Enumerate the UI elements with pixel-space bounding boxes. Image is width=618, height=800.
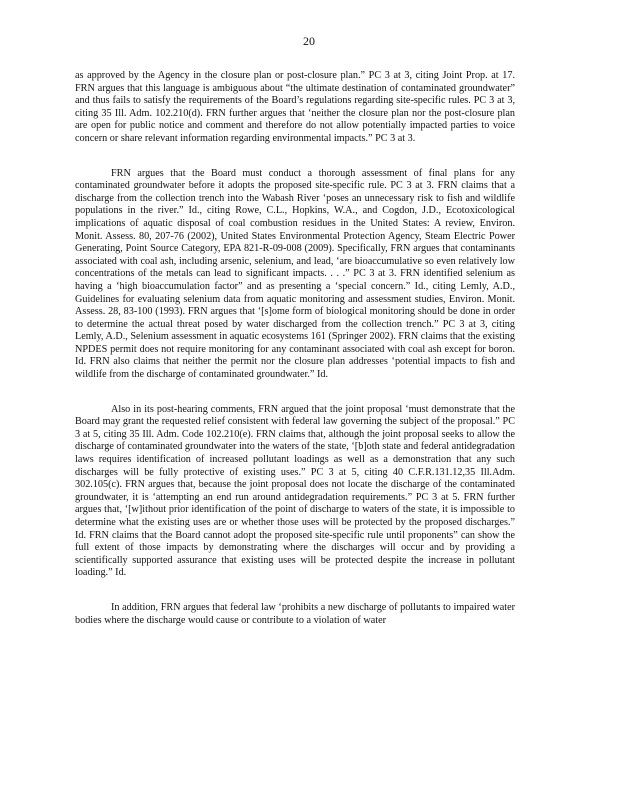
paragraph-1: as approved by the Agency in the closure plan or post-closure plan.” PC 3 at 3, citing Joint Prop. at 17. FRN argues that this language is ambiguous about “the ultimate destination of contaminated groundwater” and thus fails to satisfy the requirements of the Board’s regulations regarding site-specific rules. PC 3 at 3, citing 35 Ill. Adm. 102.210(d). FRN further argues that ‘neither the closure plan nor the post-closure plan are open for public notice and comment and therefore do not allow potentially impacted parties to voice concern or share relevant information regarding environmental impacts.” PC 3 at 3.: [75, 70, 515, 144]
paragraph-2: FRN argues that the Board must conduct a thorough assessment of final plans for any contaminated groundwater before it adopts the proposed site-specific rule. PC 3 at 3. FRN claims that a discharge from the collection trench into the Wabash River ‘poses an unnecessary risk to fish and wildlife populations in the river.” Id., citing Rowe, C.L., Hopkins, W.A., and Cogdon, J.D., Ecotoxicological implications of aquatic disposal of coal combustion residues in the United States: A review, Environ. Monit. Assess. 80, 207-76 (2002), United States Environmental Protection Agency, Steam Electric Power Generating, Point Source Category, EPA 821-R-09-008 (2009). Specifically, FRN argues that contaminants associated with coal ash, including arsenic, selenium, and lead, ‘are bioaccumulative so even relatively low concentrations of the metals can lead to significant impacts. . . .” PC 3 at 3. FRN identified selenium as having a ‘high bioaccumulation factor” and as presenting a ‘special concern.” Id., citing Lemly, A.D., Guidelines for evaluating selenium data from aquatic monitoring and assessment studies, Environ. Monit. Assess. 28, 83-100 (1993). FRN argues that ‘[s]ome form of biological monitoring should be done in order to determine the actual threat posed by water discharged from the collection trench.” PC 3 at 3, citing Lemly, A.D., Selenium assessment in aquatic ecosystems 161 (Springer 2002). FRN claims that the existing NPDES permit does not require monitoring for any contaminant associated with coal ash except for boron. Id. FRN also claims that neither the permit nor the closure plan addresses ‘potential impacts to fish and wildlife from the discharge of contaminated groundwater.” Id.: [75, 167, 515, 381]
paragraph-3: Also in its post-hearing comments, FRN argued that the joint proposal ‘must demonstrate that the Board may grant the requested relief consistent with federal law governing the subject of the proposal.” PC 3 at 5, citing 35 Ill. Adm. Code 102.210(e). FRN claims that, although the joint proposal seeks to allow the discharge of contaminated groundwater into the waters of the state, ‘[b]oth state and federal antidegradation laws requires identification of increased pollutant loadings as well as a demonstration that any such discharges will be fully protective of existing uses.” PC 3 at 5, citing 40 C.F.R.131.12,35 Ill.Adm. 302.105(c). FRN argues that, because the joint proposal does not locate the discharge of the contaminated groundwater, it is ‘attempting an end run around antidegradation requirements.” PC 3 at 5. FRN further argues that, ‘[w]ithout prior identification of the point of discharge to waters of the state, it is impossible to determine what the existing uses are or whether those uses will be protected by the proposed discharges.” Id. FRN claims that the Board cannot adopt the proposed site-specific rule until proponents” can show the full extent of those impacts by demonstrating where the discharges will occur and by providing a scientifically supported assurance that existing uses will be protected despite the increase in pollutant loading.” Id.: [75, 403, 515, 579]
paragraph-4: In addition, FRN argues that federal law ‘prohibits a new discharge of pollutants to impaired water bodies where the discharge would cause or contribute to a violation of water: [75, 601, 515, 626]
page-number: 20: [303, 34, 315, 48]
document-body: [75, 70, 515, 627]
